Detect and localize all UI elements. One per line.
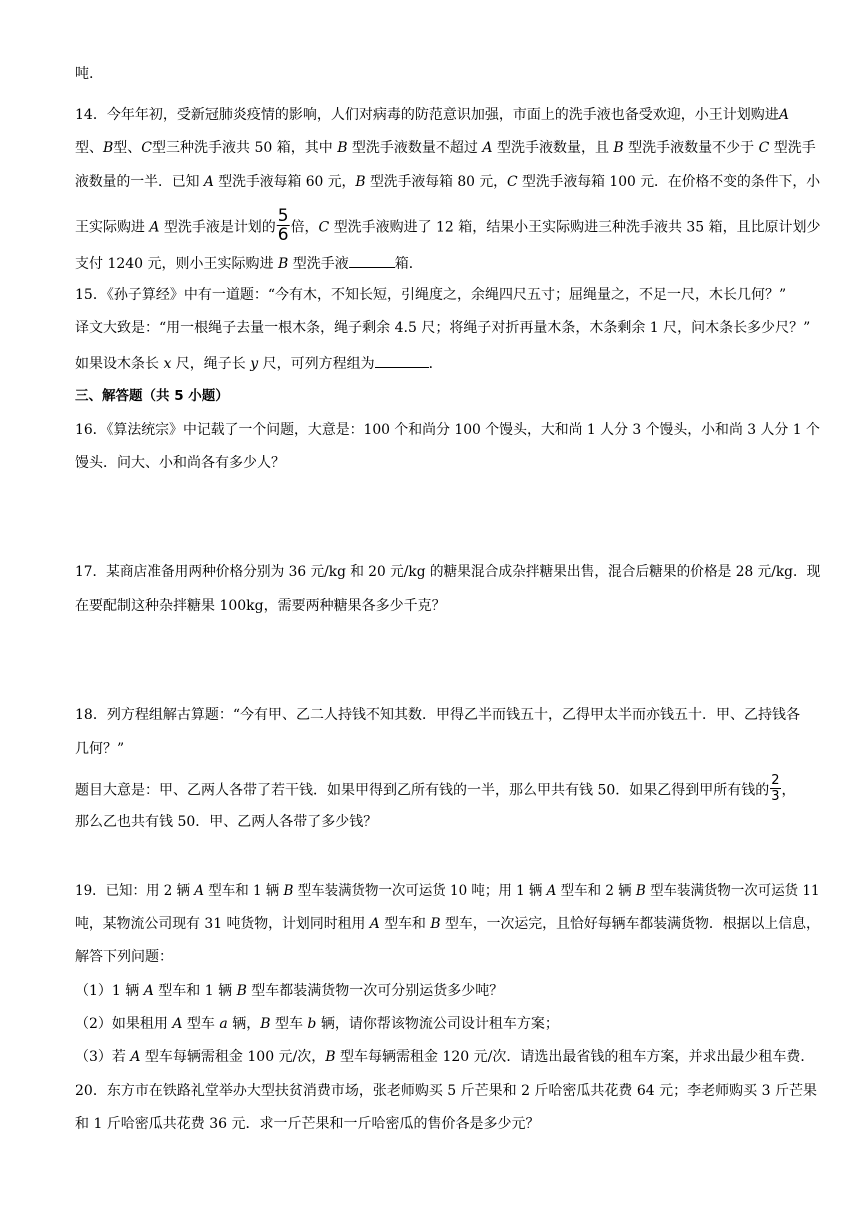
section-heading-solve: 三、解答题（共 5 小题） bbox=[75, 388, 229, 404]
q14-line-5: 支付 1240 元，则小王实际购进 B 型洗手液 箱． bbox=[75, 252, 423, 274]
q13-tail: 吨. bbox=[75, 66, 94, 82]
q18-line-4: 那么乙也共有钱 50．甲、乙两人各带了多少钱？ bbox=[75, 814, 378, 830]
q20-line-1: 20．东方市在铁路礼堂举办大型扶贫消费市场，张老师购买 5 斤芒果和 2 斤哈密瓜共花费 64 元；李老师购买 3 斤芒果 bbox=[75, 1083, 817, 1099]
q19-line-2: 吨，某物流公司现有 31 吨货物，计划同时租用 A 型车和 B 型车，一次运完，且恰好每辆车都装满货物．根据以上信息， bbox=[75, 916, 820, 932]
q17-line-2: 在要配制这种杂拌糖果 100kg，需要两种糖果各多少千克？ bbox=[75, 598, 446, 614]
q18-line-2: 几何？” bbox=[75, 741, 125, 757]
q19-sub-3: （3）若 A 型车每辆需租金 100 元/次，B 型车每辆需租金 120 元/次．请选出最省钱的租车方案，并求出最少租车费． bbox=[75, 1049, 815, 1065]
q16-line-2: 馒头．问大、小和尚各有多少人？ bbox=[75, 455, 285, 471]
q14-line-3: 液数量的一半．已知 A 型洗手液每箱 60 元，B 型洗手液每箱 80 元，C 型洗手液每箱 100 元．在价格不变的条件下，小 bbox=[75, 174, 821, 190]
q17-line-1: 17．某商店准备用两种价格分别为 36 元/kg 和 20 元/kg 的糖果混合成杂拌糖果出售，混合后糖果的价格是 28 元/kg．现 bbox=[75, 564, 821, 580]
q14-line-4: 王实际购进 A 型洗手液是计划的 $\frac{5}{6}$ 倍，C 型洗手液购进了 12 箱，结果小王实际购进三种洗手液共 35 箱，且比原计划少 bbox=[75, 206, 821, 245]
q19-sub-1: （1）1 辆 A 型车和 1 辆 B 型车都装满货物一次可分别运货多少吨？ bbox=[75, 983, 504, 999]
q14-line-1: 14．今年年初，受新冠肺炎疫情的影响，人们对病毒的防范意识加强，市面上的洗手液也备受欢迎，小王计划购进A bbox=[75, 107, 789, 123]
q15-line-1: 15．《孙子算经》中有一道题：“今有木，不知长短，引绳度之，余绳四尺五寸；屈绳量之，不足一尺，木长几何？” bbox=[75, 287, 787, 303]
q15-line-3: 如果设木条长 x 尺，绳子长 y 尺，可列方程组为 ． bbox=[75, 352, 443, 374]
q19-sub-2: （2）如果租用 A 型车 a 辆，B 型车 b 辆，请你帮该物流公司设计租车方案； bbox=[75, 1016, 559, 1032]
q15-line-2: 译文大致是：“用一根绳子去量一根木条，绳子剩余 4.5 尺；将绳子对折再量木条，木条剩余 1 尺，问木条长多少尺？” bbox=[75, 320, 811, 336]
q19-line-1: 19．已知：用 2 辆 A 型车和 1 辆 B 型车装满货物一次可运货 10 吨；用 1 辆 A 型车和 2 辆 B 型车装满货物一次可运货 11 bbox=[75, 883, 820, 899]
answer-blank-q14[interactable] bbox=[349, 252, 395, 268]
q20-line-2: 和 1 斤哈密瓜共花费 36 元．求一斤芒果和一斤哈密瓜的售价各是多少元？ bbox=[75, 1116, 540, 1132]
fraction-two-thirds: $\frac{2}{3}$ bbox=[771, 773, 780, 804]
q19-line-3: 解答下列问题： bbox=[75, 949, 173, 965]
fraction-five-sixths: $\frac{5}{6}$ bbox=[277, 206, 289, 245]
q16-line-1: 16．《算法统宗》中记载了一个问题，大意是：100 个和尚分 100 个馒头，大和尚 1 人分 3 个馒头，小和尚 3 人分 1 个 bbox=[75, 422, 820, 438]
q14-line-2: 型、B型、C型三种洗手液共 50 箱，其中 B 型洗手液数量不超过 A 型洗手液数量，且 B 型洗手液数量不少于 C 型洗手 bbox=[75, 140, 816, 156]
answer-blank-q15[interactable] bbox=[375, 352, 429, 368]
q18-line-3: 题目大意是：甲、乙两人各带了若干钱．如果甲得到乙所有钱的一半，那么甲共有钱 50．如果乙得到甲所有钱的 $\frac{2}{3}$ ， bbox=[75, 773, 796, 804]
q18-line-1: 18．列方程组解古算题：“今有甲、乙二人持钱不知其数．甲得乙半而钱五十，乙得甲太半而亦钱五十．甲、乙持钱各 bbox=[75, 707, 800, 723]
